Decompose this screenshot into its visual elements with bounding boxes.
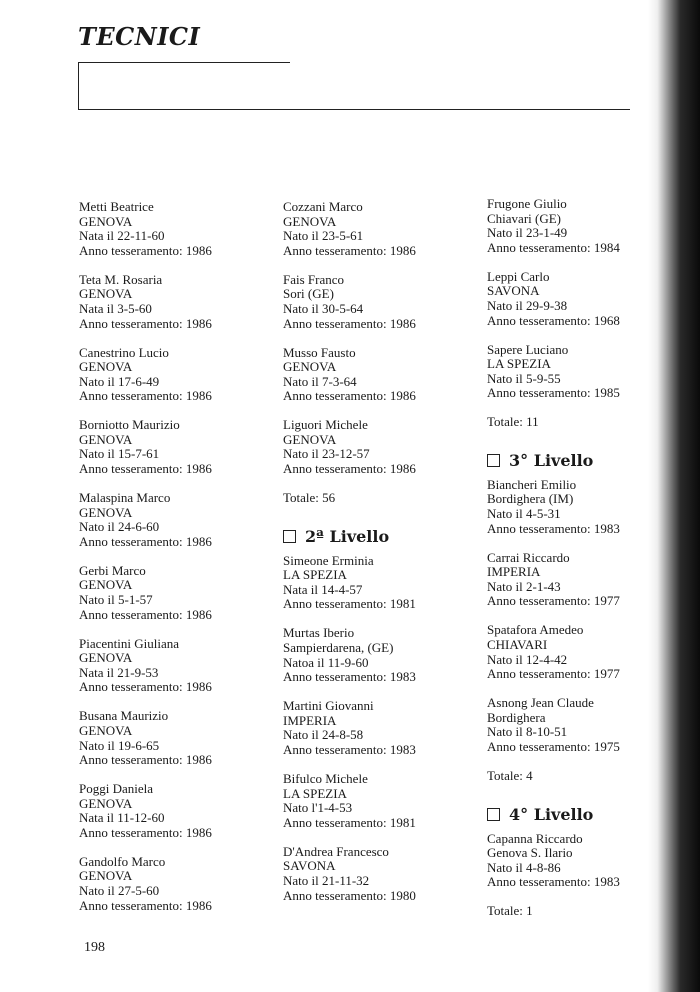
member-birth: Nata il 14-4-57	[283, 581, 363, 597]
member-birth: Nata il 22-11-60	[79, 228, 165, 244]
member-birth: Nato il 29-9-38	[487, 297, 568, 313]
member-membership-year: Anno tesseramento: 1986	[79, 824, 212, 840]
member-birth: Nata il 21-9-53	[79, 664, 159, 680]
member-city: GENOVA	[283, 431, 337, 447]
member-birth: Nato il 24-8-58	[283, 727, 364, 743]
member-city: SAVONA	[283, 858, 336, 874]
member-name: Biancheri Emilio	[487, 476, 577, 492]
member-city: GENOVA	[79, 213, 133, 229]
member-entry	[79, 637, 279, 695]
member-entry	[79, 709, 279, 767]
member-city: GENOVA	[79, 431, 133, 447]
member-city: GENOVA	[79, 795, 133, 811]
member-city: GENOVA	[79, 722, 133, 738]
member-membership-year: Anno tesseramento: 1986	[283, 242, 416, 258]
member-name: Asnong Jean Claude	[487, 695, 594, 711]
member-city: LA SPEZIA	[487, 356, 551, 372]
member-entry	[283, 845, 483, 903]
member-membership-year: Anno tesseramento: 1986	[79, 242, 212, 258]
member-name: Frugone Giulio	[487, 196, 567, 211]
member-city: GENOVA	[283, 213, 337, 229]
member-entry	[283, 200, 483, 258]
section-total: Totale: 1	[487, 903, 533, 919]
member-city: Sampierdarena, (GE)	[283, 640, 394, 656]
member-city: Bordighera	[487, 709, 546, 725]
member-birth: Nato il 24-6-60	[79, 519, 160, 535]
page-number: 198	[84, 940, 105, 955]
member-name: Fais Franco	[283, 271, 345, 287]
section-total: Totale: 56	[283, 490, 336, 506]
member-entry	[283, 772, 483, 830]
member-birth: Nato il 4-8-86	[487, 859, 561, 875]
member-membership-year: Anno tesseramento: 1983	[283, 741, 416, 757]
section-total: Totale: 11	[487, 414, 539, 430]
member-city: Sori (GE)	[283, 286, 334, 302]
member-city: GENOVA	[79, 359, 133, 375]
level-heading	[283, 528, 483, 546]
member-city: GENOVA	[283, 359, 337, 375]
member-name: Metti Beatrice	[79, 199, 154, 214]
member-membership-year: Anno tesseramento: 1986	[79, 461, 212, 477]
member-membership-year: Anno tesseramento: 1986	[283, 388, 416, 404]
member-name: Gerbi Marco	[79, 562, 146, 578]
member-name: Poggi Daniela	[79, 781, 154, 797]
member-entry	[79, 418, 279, 476]
member-membership-year: Anno tesseramento: 1981	[283, 596, 416, 612]
member-birth: Nato il 30-5-64	[283, 300, 364, 316]
member-entry	[79, 782, 279, 840]
member-entry	[79, 491, 279, 549]
member-birth: Nato il 19-6-65	[79, 737, 160, 753]
member-name: Spatafora Amedeo	[487, 622, 584, 638]
member-entry	[79, 200, 279, 258]
checkbox-square-icon	[487, 808, 500, 821]
member-birth: Nato il 2-1-43	[487, 578, 561, 594]
member-membership-year: Anno tesseramento: 1986	[283, 315, 416, 331]
member-membership-year: Anno tesseramento: 1986	[79, 679, 212, 695]
member-entry	[79, 273, 279, 331]
header-rule-bottom	[78, 109, 630, 110]
member-entry	[79, 564, 279, 622]
member-membership-year: Anno tesseramento: 1984	[487, 239, 620, 255]
member-membership-year: Anno tesseramento: 1975	[487, 738, 620, 754]
member-name: D'Andrea Francesco	[283, 843, 389, 859]
member-name: Martini Giovanni	[283, 698, 374, 714]
member-city: GENOVA	[79, 650, 133, 666]
member-name: Simeone Erminia	[283, 552, 374, 568]
member-name: Liguori Michele	[283, 417, 368, 433]
member-membership-year: Anno tesseramento: 1986	[79, 897, 212, 913]
member-birth: Nato il 15-7-61	[79, 446, 160, 462]
member-birth: Nato il 7-3-64	[283, 373, 357, 389]
member-birth: Nato il 5-1-57	[79, 592, 153, 608]
member-membership-year: Anno tesseramento: 1981	[283, 814, 416, 830]
member-name: Teta M. Rosaria	[79, 271, 163, 287]
member-entry	[79, 346, 279, 404]
member-membership-year: Anno tesseramento: 1983	[283, 669, 416, 685]
member-city: LA SPEZIA	[283, 567, 347, 583]
member-membership-year: Anno tesseramento: 1986	[79, 315, 212, 331]
member-city: Genova S. Ilario	[487, 845, 573, 861]
member-name: Musso Fausto	[283, 344, 356, 360]
member-name: Piacentini Giuliana	[79, 635, 180, 651]
member-entry	[79, 855, 279, 913]
member-city: IMPERIA	[283, 712, 337, 728]
member-membership-year: Anno tesseramento: 1983	[487, 520, 620, 536]
member-birth: Nato il 17-6-49	[79, 373, 160, 389]
member-name: Capanna Riccardo	[487, 830, 583, 846]
member-city: IMPERIA	[487, 564, 541, 580]
level-heading-text: 3° Livello	[509, 450, 594, 470]
member-city: GENOVA	[79, 868, 133, 884]
member-entry	[283, 418, 483, 476]
member-birth: Nato l'1-4-53	[283, 800, 353, 816]
member-city: CHIAVARI	[487, 637, 548, 653]
member-membership-year: Anno tesseramento: 1977	[487, 593, 620, 609]
member-membership-year: Anno tesseramento: 1986	[79, 752, 212, 768]
page-title: TECNICI	[78, 22, 201, 51]
member-birth: Nato il 5-9-55	[487, 370, 561, 386]
member-membership-year: Anno tesseramento: 1980	[283, 887, 416, 903]
member-membership-year: Anno tesseramento: 1986	[79, 388, 212, 404]
member-birth: Nata il 3-5-60	[79, 300, 152, 316]
member-membership-year: Anno tesseramento: 1985	[487, 385, 620, 401]
member-membership-year: Anno tesseramento: 1986	[283, 461, 416, 477]
member-name: Carrai Riccardo	[487, 549, 570, 565]
member-name: Bifulco Michele	[283, 770, 368, 786]
member-entry	[283, 273, 483, 331]
member-birth: Nato il 23-5-61	[283, 228, 364, 244]
member-membership-year: Anno tesseramento: 1986	[79, 533, 212, 549]
level-heading-text: 2ª Livello	[305, 526, 390, 546]
member-entry	[283, 346, 483, 404]
member-birth: Nato il 4-5-31	[487, 506, 561, 522]
member-birth: Nato il 8-10-51	[487, 724, 568, 740]
member-birth: Nato il 12-4-42	[487, 651, 568, 667]
member-name: Gandolfo Marco	[79, 853, 166, 869]
checkbox-square-icon	[487, 454, 500, 467]
member-name: Canestrino Lucio	[79, 344, 169, 360]
section-total: Totale: 4	[487, 767, 533, 783]
header-rule-left	[78, 62, 79, 110]
checkbox-square-icon	[283, 530, 296, 543]
member-membership-year: Anno tesseramento: 1983	[487, 874, 620, 890]
member-membership-year: Anno tesseramento: 1968	[487, 312, 620, 328]
member-membership-year: Anno tesseramento: 1986	[79, 606, 212, 622]
member-city: GENOVA	[79, 577, 133, 593]
member-city: GENOVA	[79, 504, 133, 520]
member-name: Leppi Carlo	[487, 268, 550, 284]
member-birth: Nato il 23-1-49	[487, 225, 568, 241]
member-name: Murtas Iberio	[283, 625, 355, 641]
member-name: Malaspina Marco	[79, 490, 171, 506]
member-birth: Nata il 11-12-60	[79, 810, 165, 826]
column-1	[79, 200, 279, 928]
column-2	[283, 200, 483, 917]
member-membership-year: Anno tesseramento: 1977	[487, 666, 620, 682]
member-birth: Nato il 27-5-60	[79, 883, 160, 899]
member-name: Cozzani Marco	[283, 199, 363, 214]
member-birth: Nato il 21-11-32	[283, 872, 370, 888]
member-name: Borniotto Maurizio	[79, 417, 180, 433]
member-city: LA SPEZIA	[283, 785, 347, 801]
member-name: Sapere Luciano	[487, 341, 569, 357]
book-spine-edge	[648, 0, 700, 992]
member-city: Bordighera (IM)	[487, 491, 574, 507]
member-birth: Natoa il 11-9-60	[283, 654, 369, 670]
member-entry	[283, 626, 483, 684]
member-entry	[283, 699, 483, 757]
member-entry	[283, 554, 483, 612]
header-rule-top	[78, 62, 290, 63]
member-city: GENOVA	[79, 286, 133, 302]
member-city: Chiavari (GE)	[487, 210, 562, 226]
member-birth: Nato il 23-12-57	[283, 446, 370, 462]
member-name: Busana Maurizio	[79, 708, 169, 724]
level-heading-text: 4° Livello	[509, 804, 594, 824]
member-city: SAVONA	[487, 283, 540, 299]
